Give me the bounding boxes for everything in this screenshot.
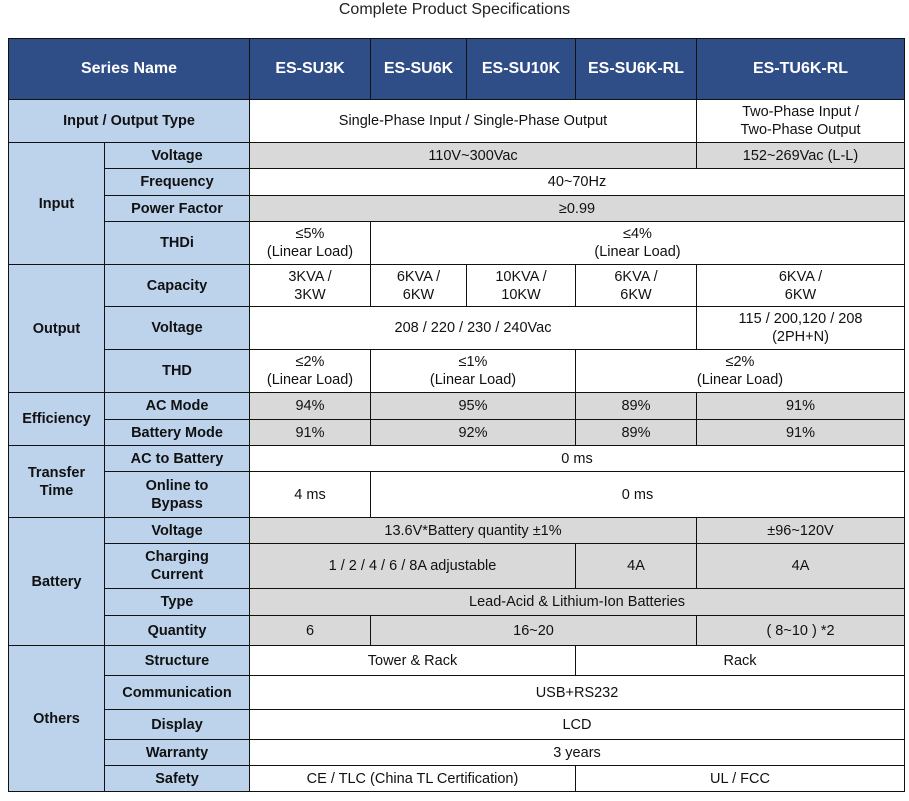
header-row xyxy=(9,39,905,100)
cell-line: (Linear Load) xyxy=(266,244,354,260)
table-cell: 1 / 2 / 4 / 6 / 8A adjustable xyxy=(250,544,576,589)
label-line: Current xyxy=(150,567,204,583)
table-cell: 6 xyxy=(250,616,371,646)
row-label: Battery Mode xyxy=(105,420,250,446)
cell-line: Two-Phase Input / xyxy=(742,104,859,120)
row-label: Power Factor xyxy=(105,196,250,222)
cell-line: 6KVA / xyxy=(778,268,823,285)
table-cell: 0 ms xyxy=(371,472,905,518)
row-label: Quantity xyxy=(105,616,250,646)
cell-line: 10KW xyxy=(501,286,541,303)
cell-line: ≤2% xyxy=(295,354,325,370)
cell-line: Two-Phase Output xyxy=(740,122,861,138)
model-header: ES-SU3K xyxy=(250,39,371,100)
table-cell: USB+RS232 xyxy=(250,676,905,710)
cell-line: 6KVA / xyxy=(396,268,441,285)
table-row xyxy=(9,646,905,676)
row-label: Safety xyxy=(105,766,250,792)
table-cell: Rack xyxy=(576,646,905,676)
label-line: Charging xyxy=(145,549,209,565)
table-cell: 40~70Hz xyxy=(250,169,905,196)
table-cell xyxy=(371,265,467,307)
cell-line: (Linear Load) xyxy=(266,372,354,388)
table-cell xyxy=(371,222,905,265)
group-output: Output xyxy=(9,265,105,393)
table-row xyxy=(9,169,905,196)
cell-line: (Linear Load) xyxy=(594,244,681,260)
row-label: Frequency xyxy=(105,169,250,196)
table-cell: 94% xyxy=(250,393,371,420)
table-row xyxy=(9,616,905,646)
model-header: ES-SU10K xyxy=(467,39,576,100)
cell-line: 6KW xyxy=(784,286,817,303)
row-label: Communication xyxy=(105,676,250,710)
table-cell: 0 ms xyxy=(250,446,905,472)
page-title: Complete Product Specifications xyxy=(338,1,571,18)
cell-line: (2PH+N) xyxy=(772,329,829,345)
model-header: ES-SU6K xyxy=(371,39,467,100)
row-label: Display xyxy=(105,710,250,740)
table-cell: 95% xyxy=(371,393,576,420)
cell-line: 3KVA / xyxy=(288,268,332,285)
group-efficiency: Efficiency xyxy=(9,393,105,446)
table-row xyxy=(9,518,905,544)
row-label xyxy=(105,472,250,518)
io-type-label: Input / Output Type xyxy=(9,100,250,143)
table-cell xyxy=(697,100,905,143)
table-cell: 91% xyxy=(697,393,905,420)
table-row xyxy=(9,143,905,169)
group-line: Transfer xyxy=(27,464,86,481)
table-row xyxy=(9,393,905,420)
table-row xyxy=(9,265,905,307)
table-cell xyxy=(250,265,371,307)
table-cell: 3 years xyxy=(250,740,905,766)
row-label: Warranty xyxy=(105,740,250,766)
table-row xyxy=(9,100,905,143)
row-label: AC Mode xyxy=(105,393,250,420)
cell-line: 3KW xyxy=(294,286,326,303)
table-row xyxy=(9,676,905,710)
table-cell: ±96~120V xyxy=(697,518,905,544)
table-cell: 91% xyxy=(250,420,371,446)
row-label: Structure xyxy=(105,646,250,676)
table-cell: 4A xyxy=(697,544,905,589)
table-row xyxy=(9,222,905,265)
cell-line: 10KVA / xyxy=(495,268,547,285)
row-label: THD xyxy=(105,350,250,393)
group-input: Input xyxy=(9,143,105,265)
table-cell: 13.6V*Battery quantity ±1% xyxy=(250,518,697,544)
table-cell: 89% xyxy=(576,420,697,446)
label-line: Bypass xyxy=(151,495,203,512)
table-row xyxy=(9,544,905,589)
table-cell: LCD xyxy=(250,710,905,740)
table-row xyxy=(9,766,905,792)
row-label: Voltage xyxy=(105,143,250,169)
table-row xyxy=(9,472,905,518)
table-cell xyxy=(576,350,905,393)
table-cell xyxy=(697,265,905,307)
table-cell xyxy=(250,350,371,393)
table-cell: 91% xyxy=(697,420,905,446)
row-label: Type xyxy=(105,589,250,616)
table-cell: 89% xyxy=(576,393,697,420)
cell-line: (Linear Load) xyxy=(696,372,784,388)
table-cell: ( 8~10 ) *2 xyxy=(697,616,905,646)
spec-table xyxy=(8,38,905,792)
table-cell: Tower & Rack xyxy=(250,646,576,676)
table-row xyxy=(9,196,905,222)
table-cell: 4 ms xyxy=(250,472,371,518)
table-cell xyxy=(467,265,576,307)
cell-line: ≤1% xyxy=(458,354,488,370)
table-cell: 92% xyxy=(371,420,576,446)
table-cell: 16~20 xyxy=(371,616,697,646)
row-label: Voltage xyxy=(105,307,250,350)
table-row xyxy=(9,710,905,740)
series-name-header: Series Name xyxy=(9,39,250,100)
table-cell xyxy=(576,265,697,307)
model-header: ES-TU6K-RL xyxy=(697,39,905,100)
table-cell: ≥0.99 xyxy=(250,196,905,222)
table-cell xyxy=(697,307,905,350)
table-cell: Lead-Acid & Lithium-Ion Batteries xyxy=(250,589,905,616)
cell-line: 6KVA / xyxy=(614,268,658,285)
group-battery: Battery xyxy=(9,518,105,646)
label-line: Online to xyxy=(145,477,209,494)
group-transfer-time xyxy=(9,446,105,518)
row-label xyxy=(105,544,250,589)
table-row xyxy=(9,307,905,350)
row-label: Voltage xyxy=(105,518,250,544)
table-cell xyxy=(371,350,576,393)
table-cell: UL / FCC xyxy=(576,766,905,792)
table-cell: 152~269Vac (L-L) xyxy=(697,143,905,169)
row-label: Capacity xyxy=(105,265,250,307)
table-row xyxy=(9,420,905,446)
table-cell: 4A xyxy=(576,544,697,589)
table-cell: CE / TLC (China TL Certification) xyxy=(250,766,576,792)
cell-line: (Linear Load) xyxy=(429,372,517,388)
model-header: ES-SU6K-RL xyxy=(576,39,697,100)
cell-line: 115 / 200,120 / 208 xyxy=(738,311,863,327)
table-row xyxy=(9,740,905,766)
cell-line: ≤4% xyxy=(623,226,652,242)
table-cell xyxy=(250,222,371,265)
cell-line: ≤5% xyxy=(295,226,325,242)
table-cell: 110V~300Vac xyxy=(250,143,697,169)
row-label: AC to Battery xyxy=(105,446,250,472)
row-label: THDi xyxy=(105,222,250,265)
table-cell: Single-Phase Input / Single-Phase Output xyxy=(250,100,697,143)
cell-line: ≤2% xyxy=(725,354,755,370)
group-line: Time xyxy=(39,482,74,499)
table-row xyxy=(9,446,905,472)
table-row xyxy=(9,350,905,393)
table-row xyxy=(9,589,905,616)
cell-line: 6KW xyxy=(402,286,435,303)
cell-line: 6KW xyxy=(620,286,652,303)
group-others: Others xyxy=(9,646,105,792)
table-cell: 208 / 220 / 230 / 240Vac xyxy=(250,307,697,350)
